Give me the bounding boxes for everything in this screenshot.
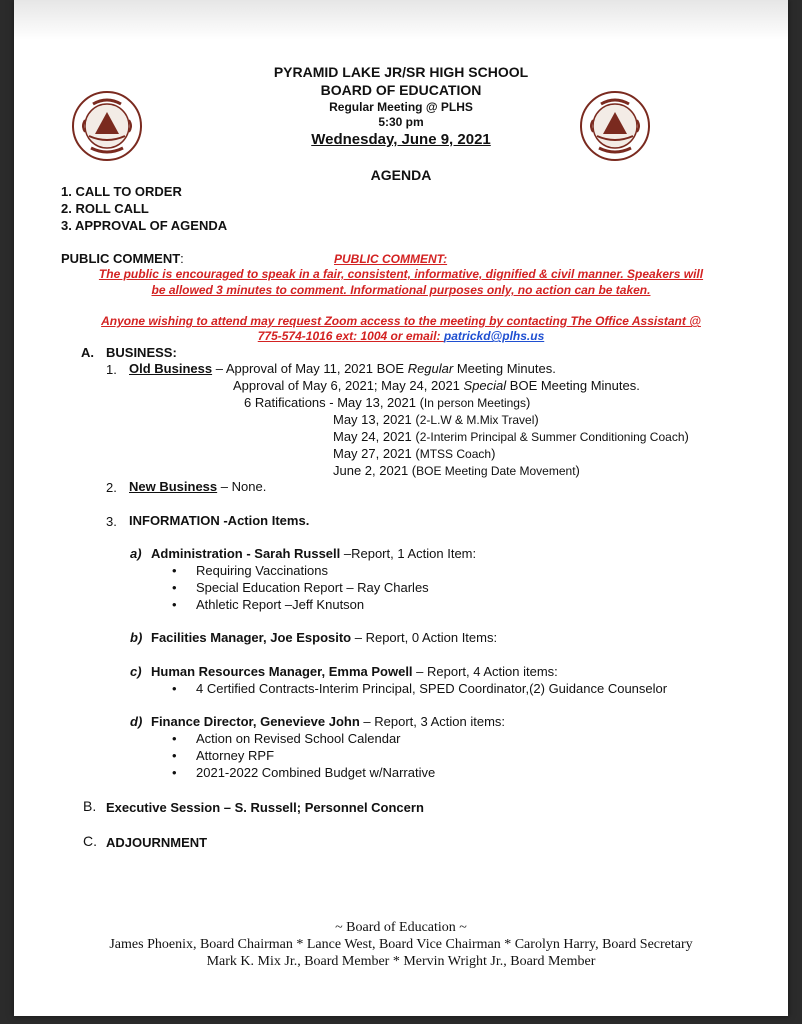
agenda-title: AGENDA: [370, 167, 432, 183]
zoom-notice-line2: 775-574-1016 ext: 1004 or email: patrickd@plhs.us: [257, 329, 545, 343]
school-name: PYRAMID LAKE JR/SR HIGH SCHOOL: [273, 64, 529, 80]
business-heading: BUSINESS:: [106, 345, 177, 360]
page-top-shadow: [14, 0, 788, 40]
meeting-type: Regular Meeting @ PLHS: [329, 100, 473, 114]
bullet-item: • Special Education Report – Ray Charles: [196, 580, 429, 595]
bullet-item: • Athletic Report –Jeff Knutson: [196, 597, 364, 612]
facilities-item: Facilities Manager, Joe Esposito – Report, 0 Action Items:: [151, 630, 498, 645]
bullet-item: • 4 Certified Contracts-Interim Principal, SPED Coordinator,(2) Guidance Counselor: [196, 681, 667, 696]
executive-session: Executive Session – S. Russell; Personnel Concern: [106, 800, 424, 815]
public-comment-label: PUBLIC COMMENT:: [61, 251, 184, 266]
sub-b-label: b): [130, 630, 143, 645]
finance-item: Finance Director, Genevieve John – Report, 3 Action items:: [151, 714, 506, 729]
human-resources-item: Human Resources Manager, Emma Powell – Report, 4 Action items:: [151, 664, 558, 679]
sub-c-label: c): [130, 664, 142, 679]
new-business: New Business – None.: [129, 479, 267, 494]
email-link[interactable]: patrickd@plhs.us: [443, 329, 545, 343]
new-business-num: 2.: [106, 480, 117, 495]
information-heading: INFORMATION -Action Items.: [129, 513, 310, 528]
information-num: 3.: [106, 514, 117, 529]
item-approval: 3. APPROVAL OF AGENDA: [61, 218, 228, 233]
bullet-item: • 2021-2022 Combined Budget w/Narrative: [196, 765, 435, 780]
ratification-item: May 27, 2021 (MTSS Coach): [333, 446, 496, 461]
footer-board-line2: Mark K. Mix Jr., Board Member * Mervin Wright Jr., Board Member: [206, 954, 596, 969]
section-c-label: C.: [83, 833, 97, 849]
agenda-page: [14, 0, 788, 1016]
ratification-item: June 2, 2021 (BOE Meeting Date Movement): [333, 463, 580, 478]
adjournment: ADJOURNMENT: [106, 835, 208, 850]
ratification-item: May 13, 2021 (2-L.W & M.Mix Travel): [333, 412, 539, 427]
section-a-label: A.: [81, 345, 94, 360]
meeting-date: Wednesday, June 9, 2021: [311, 131, 491, 148]
old-business-line3: 6 Ratifications - May 13, 2021 (In person Meetings): [244, 395, 531, 410]
item-roll-call: 2. ROLL CALL: [61, 201, 149, 216]
zoom-notice-line1: Anyone wishing to attend may request Zoom access to the meeting by contacting The Office Assistant @: [101, 314, 701, 328]
board-name: BOARD OF EDUCATION: [320, 82, 482, 98]
old-business-num: 1.: [106, 362, 117, 377]
meeting-time: 5:30 pm: [378, 115, 424, 129]
bullet-item: • Action on Revised School Calendar: [196, 731, 401, 746]
old-business-line1: Old Business – Approval of May 11, 2021 BOE Regular Meeting Minutes.: [129, 361, 556, 376]
public-comment-heading: PUBLIC COMMENT:: [334, 252, 448, 266]
item-call-to-order: 1. CALL TO ORDER: [61, 184, 182, 199]
sub-d-label: d): [130, 714, 143, 729]
section-b-label: B.: [83, 798, 97, 814]
bullet-item: • Attorney RPF: [196, 748, 274, 763]
public-comment-line1: The public is encouraged to speak in a fair, consistent, informative, dignified & civil manner. Speakers will: [98, 267, 704, 281]
footer-board-line1: James Phoenix, Board Chairman * Lance West, Board Vice Chairman * Carolyn Harry, Board Secretary: [109, 937, 693, 952]
sub-a-label: a): [130, 546, 142, 561]
old-business-line2: Approval of May 6, 2021; May 24, 2021 Special BOE Meeting Minutes.: [233, 378, 640, 393]
bullet-item: • Requiring Vaccinations: [196, 563, 328, 578]
footer-heading: ~ Board of Education ~: [335, 920, 467, 935]
administration-item: Administration - Sarah Russell –Report, 1 Action Item:: [151, 546, 477, 561]
public-comment-line2: be allowed 3 minutes to comment. Informational purposes only, no action can be taken.: [151, 283, 651, 297]
ratification-item: May 24, 2021 (2-Interim Principal & Summer Conditioning Coach): [333, 429, 689, 444]
